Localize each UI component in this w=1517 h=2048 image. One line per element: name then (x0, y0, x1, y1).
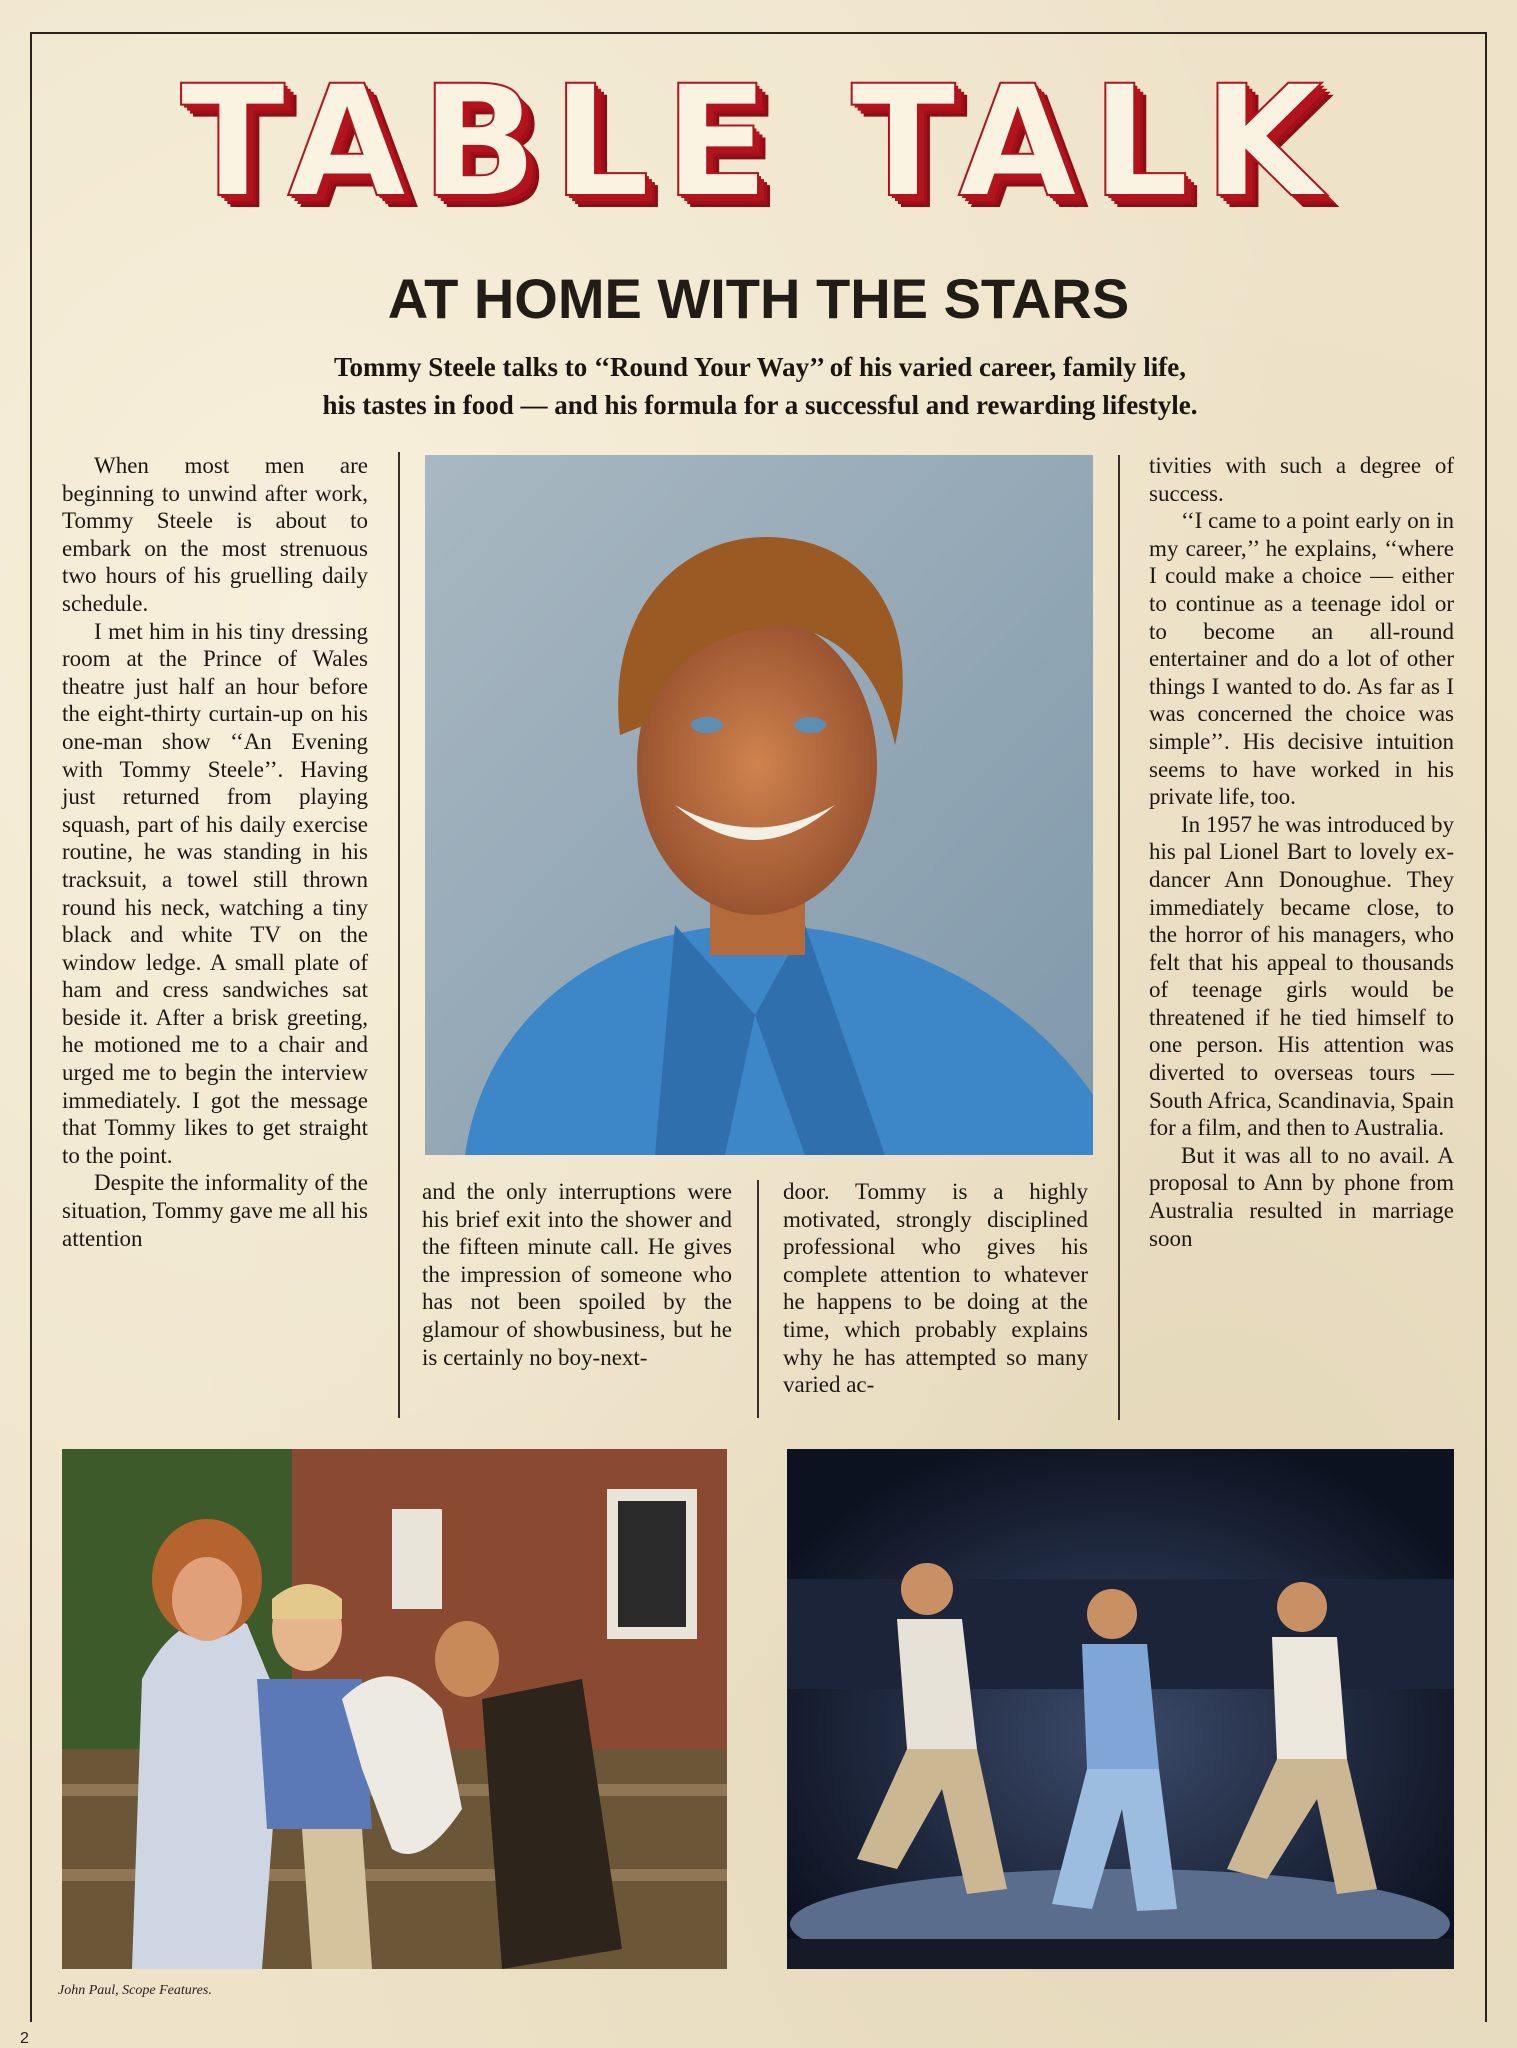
stage-dance-photo (787, 1449, 1454, 1969)
column-2-paragraph-1: and the only interruptions were his brief exit into the shower and the fifteen minute call. He gives the impression of someone who has not been spoiled by the glamour of showbusiness, but he is certainly no boy-next- (422, 1179, 732, 1370)
headline-table-talk: TABLE TALK (180, 53, 1337, 232)
column-4-paragraph-3: In 1957 he was introduced by his pal Lionel Bart to lovely ex-dancer Ann Donoughue. They immediately became close, to the horror of his managers, who felt that his appeal to thousands of teenage girls would be threatened if he tied himself to one person. His attention was diverted to overseas tours — South Africa, Scandinavia, Spain for a film, and then to Australia. (1149, 811, 1454, 1141)
column-4-paragraph-2: ‘‘I came to a point early on in my career,’’ he explains, ‘‘where I could make a choice — either to continue as a teenage idol or to become an all-round entertainer and do a lot of other things I wanted to do. As far as I was concerned the choice was simple’’. His decisive intuition seems to have worked in his private life, too. (1149, 508, 1454, 810)
column-rule-1 (398, 452, 400, 1418)
column-4-paragraph-4: But it was all to no avail. A proposal to Ann by phone from Australia resulted in marriage soon (1149, 1142, 1454, 1251)
standfirst-line-2: his tastes in food — and his formula for a successful and rewarding lifestyle. (322, 390, 1198, 420)
article-column-4 (1149, 452, 1454, 1252)
photo-credit: John Paul, Scope Features. (58, 1983, 212, 1998)
tommy-steele-portrait-photo (425, 455, 1093, 1155)
column-4-paragraph-1: tivities with such a degree of success. (1149, 453, 1454, 506)
page-number: 2 (20, 2030, 29, 2047)
subheadline: AT HOME WITH THE STARS (387, 267, 1130, 330)
article-column-3 (783, 1178, 1088, 1399)
column-rule-2 (757, 1180, 759, 1418)
article-column-1 (62, 452, 368, 1252)
family-with-pony-photo (62, 1449, 727, 1969)
standfirst (160, 348, 1360, 424)
column-rule-3 (1118, 455, 1120, 1420)
column-1-paragraph-2: I met him in his tiny dressing room at the Prince of Wales theatre just half an hour before the eight-thirty curtain-up on his one-man show ‘‘An Evening with Tommy Steele’’. Having just returned from playing squash, part of his daily exercise routine, he was standing in his tracksuit, a towel still thrown round his neck, watching a tiny black and white TV on the window ledge. A small plate of ham and cress sandwiches sat beside it. After a brisk greeting, he motioned me to a chair and urged me to begin the interview immediately. I got the message that Tommy likes to get straight to the point. (62, 618, 368, 1168)
column-1-paragraph-3: Despite the informality of the situation, Tommy gave me all his attention (62, 1170, 368, 1251)
standfirst-line-1: Tommy Steele talks to ‘‘Round Your Way’’ of his varied career, family life, (334, 352, 1186, 382)
column-3-paragraph-1: door. Tommy is a highly motivated, strongly disciplined professional who gives his complete attention to whatever he happens to be doing at the time, which probably explains why he has attempted so many varied ac- (783, 1179, 1088, 1398)
page-border-top (30, 32, 1487, 34)
column-1-paragraph-1: When most men are beginning to unwind after work, Tommy Steele is about to embark on the most strenuous two hours of his gruelling daily schedule. (62, 453, 368, 616)
article-column-2 (422, 1178, 732, 1371)
